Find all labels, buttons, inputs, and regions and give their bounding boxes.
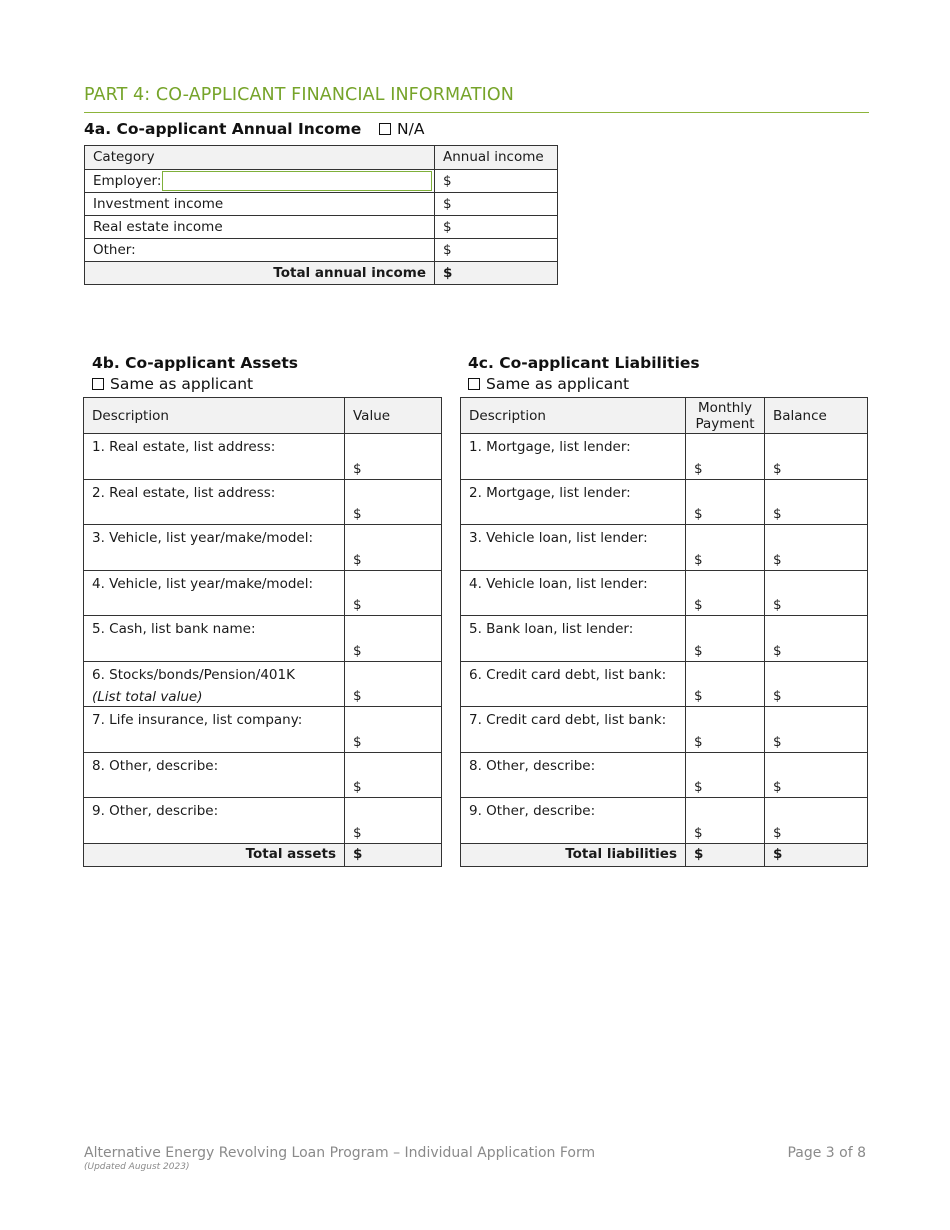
asset-row bbox=[84, 661, 442, 707]
asset-value[interactable]: $ bbox=[345, 525, 442, 571]
monthly-header-line1: Monthly bbox=[697, 399, 753, 416]
income-table bbox=[84, 145, 558, 285]
asset-row bbox=[84, 798, 442, 844]
liabilities-col-balance: Balance bbox=[765, 398, 868, 434]
liabilities-same-checkbox[interactable] bbox=[468, 378, 480, 390]
income-row-amount[interactable]: $ bbox=[435, 239, 558, 262]
na-checkbox[interactable] bbox=[379, 123, 391, 135]
asset-description[interactable]: 4. Vehicle, list year/make/model: bbox=[84, 570, 345, 616]
assets-table bbox=[83, 397, 442, 867]
income-row-amount[interactable]: $ bbox=[435, 193, 558, 216]
liabilities-header-row bbox=[461, 398, 868, 434]
income-total-row bbox=[85, 262, 558, 285]
liability-description[interactable]: 5. Bank loan, list lender: bbox=[461, 616, 686, 662]
liabilities-same-option[interactable] bbox=[468, 375, 629, 393]
liabilities-section-title: 4c. Co-applicant Liabilities bbox=[468, 354, 700, 372]
asset-description[interactable]: 1. Real estate, list address: bbox=[84, 434, 345, 480]
footer-page-number: Page 3 of 8 bbox=[787, 1145, 866, 1161]
asset-description[interactable]: 3. Vehicle, list year/make/model: bbox=[84, 525, 345, 571]
liability-description[interactable]: 6. Credit card debt, list bank: bbox=[461, 661, 686, 707]
asset-value[interactable]: $ bbox=[345, 798, 442, 844]
asset-description[interactable]: 5. Cash, list bank name: bbox=[84, 616, 345, 662]
income-header-row bbox=[85, 146, 558, 170]
assets-same-checkbox[interactable] bbox=[92, 378, 104, 390]
asset-stocks-label: 6. Stocks/bonds/Pension/401K bbox=[92, 666, 295, 683]
liability-balance[interactable]: $ bbox=[765, 525, 868, 571]
liabilities-col-monthly bbox=[686, 398, 765, 434]
income-row bbox=[85, 216, 558, 239]
income-row-label: Investment income bbox=[85, 193, 435, 216]
liability-row bbox=[461, 707, 868, 753]
liability-monthly[interactable]: $ bbox=[686, 752, 765, 798]
income-row-label: Other: bbox=[85, 239, 435, 262]
asset-value[interactable]: $ bbox=[345, 616, 442, 662]
liabilities-total-label: Total liabilities bbox=[461, 843, 686, 866]
liability-row bbox=[461, 525, 868, 571]
asset-value[interactable]: $ bbox=[345, 434, 442, 480]
na-label: N/A bbox=[397, 120, 425, 138]
asset-row bbox=[84, 525, 442, 571]
part-divider bbox=[84, 112, 869, 113]
liabilities-total-monthly[interactable]: $ bbox=[686, 843, 765, 866]
liability-description[interactable]: 8. Other, describe: bbox=[461, 752, 686, 798]
asset-stocks-sublabel: (List total value) bbox=[92, 688, 203, 705]
liabilities-total-balance[interactable]: $ bbox=[765, 843, 868, 866]
liability-monthly[interactable]: $ bbox=[686, 661, 765, 707]
assets-total-label: Total assets bbox=[84, 843, 345, 866]
liability-balance[interactable]: $ bbox=[765, 616, 868, 662]
assets-col-description: Description bbox=[84, 398, 345, 434]
footer-program-title: Alternative Energy Revolving Loan Program – Individual Application Form bbox=[84, 1145, 596, 1161]
liabilities-table bbox=[460, 397, 868, 867]
assets-section-title: 4b. Co-applicant Assets bbox=[92, 354, 298, 372]
employer-amount[interactable]: $ bbox=[435, 170, 558, 193]
liability-balance[interactable]: $ bbox=[765, 798, 868, 844]
asset-row bbox=[84, 752, 442, 798]
income-row-amount[interactable]: $ bbox=[435, 216, 558, 239]
income-row-label: Real estate income bbox=[85, 216, 435, 239]
income-row bbox=[85, 239, 558, 262]
liability-monthly[interactable]: $ bbox=[686, 707, 765, 753]
liability-balance[interactable]: $ bbox=[765, 661, 868, 707]
asset-value[interactable]: $ bbox=[345, 570, 442, 616]
liability-monthly[interactable]: $ bbox=[686, 434, 765, 480]
income-row bbox=[85, 193, 558, 216]
liability-row bbox=[461, 752, 868, 798]
liability-monthly[interactable]: $ bbox=[686, 525, 765, 571]
liability-balance[interactable]: $ bbox=[765, 707, 868, 753]
income-na-option[interactable] bbox=[379, 120, 424, 138]
income-col-amount: Annual income bbox=[435, 146, 558, 170]
liability-monthly[interactable]: $ bbox=[686, 798, 765, 844]
asset-row bbox=[84, 479, 442, 525]
liabilities-col-description: Description bbox=[461, 398, 686, 434]
assets-total-value[interactable]: $ bbox=[345, 843, 442, 866]
assets-same-label: Same as applicant bbox=[110, 375, 254, 393]
liability-balance[interactable]: $ bbox=[765, 434, 868, 480]
assets-total-row bbox=[84, 843, 442, 866]
asset-value[interactable]: $ bbox=[345, 752, 442, 798]
asset-description[interactable]: 8. Other, describe: bbox=[84, 752, 345, 798]
liability-row bbox=[461, 798, 868, 844]
liability-description[interactable]: 2. Mortgage, list lender: bbox=[461, 479, 686, 525]
assets-col-value: Value bbox=[345, 398, 442, 434]
employer-label: Employer: bbox=[93, 172, 162, 189]
liability-description[interactable]: 1. Mortgage, list lender: bbox=[461, 434, 686, 480]
liability-row bbox=[461, 434, 868, 480]
monthly-header-line2: Payment bbox=[695, 415, 755, 432]
liability-monthly[interactable]: $ bbox=[686, 479, 765, 525]
liability-row bbox=[461, 616, 868, 662]
liability-row bbox=[461, 479, 868, 525]
asset-description-stocks[interactable] bbox=[84, 661, 345, 707]
liability-monthly[interactable]: $ bbox=[686, 616, 765, 662]
liability-description[interactable]: 3. Vehicle loan, list lender: bbox=[461, 525, 686, 571]
asset-value[interactable]: $ bbox=[345, 661, 442, 707]
liabilities-total-row bbox=[461, 843, 868, 866]
liability-row bbox=[461, 570, 868, 616]
asset-row bbox=[84, 707, 442, 753]
liability-balance[interactable]: $ bbox=[765, 570, 868, 616]
liabilities-same-label: Same as applicant bbox=[486, 375, 630, 393]
asset-description[interactable]: 2. Real estate, list address: bbox=[84, 479, 345, 525]
income-total-amount[interactable]: $ bbox=[435, 262, 558, 285]
liability-monthly[interactable]: $ bbox=[686, 570, 765, 616]
income-col-category: Category bbox=[85, 146, 435, 170]
asset-value[interactable]: $ bbox=[345, 479, 442, 525]
liability-description[interactable]: 9. Other, describe: bbox=[461, 798, 686, 844]
asset-row bbox=[84, 434, 442, 480]
employer-input[interactable] bbox=[162, 171, 432, 191]
asset-row bbox=[84, 616, 442, 662]
assets-same-option[interactable] bbox=[92, 375, 253, 393]
liability-balance[interactable]: $ bbox=[765, 479, 868, 525]
asset-row bbox=[84, 570, 442, 616]
asset-description[interactable]: 7. Life insurance, list company: bbox=[84, 707, 345, 753]
liability-description[interactable]: 7. Credit card debt, list bank: bbox=[461, 707, 686, 753]
assets-header-row bbox=[84, 398, 442, 434]
liability-row bbox=[461, 661, 868, 707]
income-row-employer bbox=[85, 170, 558, 193]
asset-description[interactable]: 9. Other, describe: bbox=[84, 798, 345, 844]
income-section-title: 4a. Co-applicant Annual Income bbox=[84, 120, 362, 138]
asset-value[interactable]: $ bbox=[345, 707, 442, 753]
part-title: PART 4: CO-APPLICANT FINANCIAL INFORMATION bbox=[84, 85, 514, 105]
income-total-label: Total annual income bbox=[85, 262, 435, 285]
liability-description[interactable]: 4. Vehicle loan, list lender: bbox=[461, 570, 686, 616]
liability-balance[interactable]: $ bbox=[765, 752, 868, 798]
footer-updated-date: (Updated August 2023) bbox=[84, 1162, 190, 1172]
